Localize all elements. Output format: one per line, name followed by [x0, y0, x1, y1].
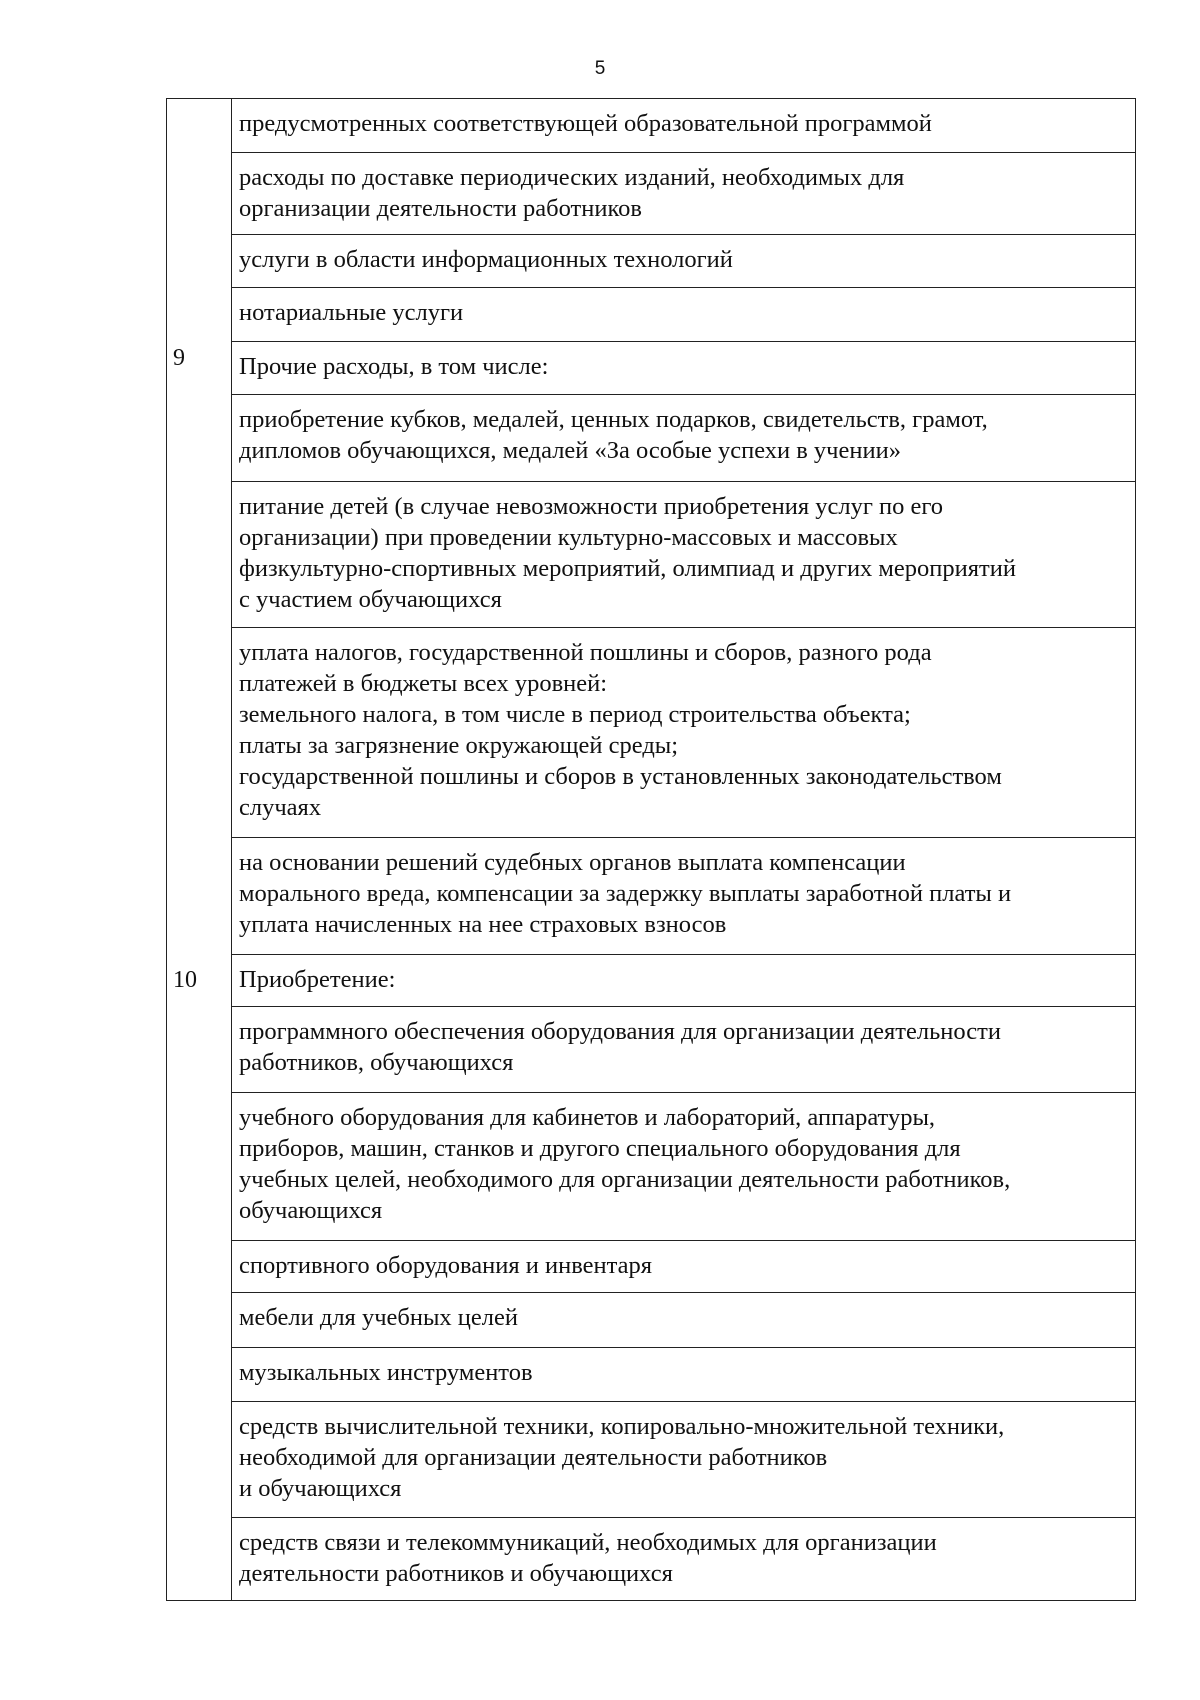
table-row: [232, 235, 1135, 288]
row-text-line: музыкальных инструментов: [239, 1359, 533, 1386]
row-text-line: средств вычислительной техники, копировально-множительной техники,: [239, 1413, 1005, 1440]
row-text-line: предусмотренных соответствующей образовательной программой: [239, 110, 932, 137]
row-text-line: государственной пошлины и сборов в установленных законодательством: [239, 763, 1002, 790]
row-text-line: средств связи и телекоммуникаций, необходимых для организации: [239, 1529, 937, 1556]
row-text-line: деятельности работников и обучающихся: [239, 1560, 673, 1587]
row-text-line: учебных целей, необходимого для организации деятельности работников,: [239, 1166, 1011, 1193]
row-text-line: питание детей (в случае невозможности приобретения услуг по его: [239, 493, 944, 520]
row-text-line: расходы по доставке периодических изданий, необходимых для: [239, 164, 905, 191]
table-row: [232, 153, 1135, 235]
table-row: [232, 1518, 1135, 1600]
expenses-table: [166, 98, 1136, 1601]
table-row: [232, 1348, 1135, 1402]
page-number: 5: [594, 58, 606, 79]
row-text-line: спортивного оборудования и инвентаря: [239, 1252, 653, 1279]
row-text-line: уплата начисленных на нее страховых взносов: [239, 911, 727, 938]
table-row: [232, 628, 1135, 838]
row-text-line: платежей в бюджеты всех уровней:: [239, 670, 608, 697]
row-text-line: учебного оборудования для кабинетов и лабораторий, аппаратуры,: [239, 1104, 936, 1131]
table-row: [232, 395, 1135, 482]
row-text-line: на основании решений судебных органов выплата компенсации: [239, 849, 906, 876]
row-text-line: морального вреда, компенсации за задержку выплаты заработной платы и: [239, 880, 1012, 907]
row-text-line: уплата налогов, государственной пошлины и сборов, разного рода: [239, 639, 932, 666]
row-text-line: Приобретение:: [239, 966, 396, 993]
section-number-10: 10: [173, 967, 197, 993]
table-row: [232, 1007, 1135, 1093]
row-text-line: и обучающихся: [239, 1475, 402, 1502]
row-text-line: обучающихся: [239, 1197, 383, 1224]
row-text-line: случаях: [239, 794, 322, 821]
content-column: [232, 99, 1135, 1600]
row-text-line: нотариальные услуги: [239, 299, 464, 326]
table-row: [232, 288, 1135, 342]
table-row: [232, 342, 1135, 395]
row-text-line: платы за загрязнение окружающей среды;: [239, 732, 679, 759]
table-row: [232, 1241, 1135, 1293]
table-row: [232, 1093, 1135, 1241]
row-text-line: работников, обучающихся: [239, 1049, 514, 1076]
row-text-line: дипломов обучающихся, медалей «За особые успехи в учении»: [239, 437, 901, 464]
row-text-line: мебели для учебных целей: [239, 1304, 518, 1331]
row-text-line: Прочие расходы, в том числе:: [239, 353, 549, 380]
table-row: [232, 99, 1135, 153]
row-text-line: организации) при проведении культурно-массовых и массовых: [239, 524, 898, 551]
table-row: [232, 838, 1135, 955]
table-row: [232, 482, 1135, 628]
table-row: [232, 1293, 1135, 1348]
table-row: [232, 1402, 1135, 1518]
table-row: [232, 955, 1135, 1007]
row-text-line: организации деятельности работников: [239, 195, 642, 222]
row-text-line: необходимой для организации деятельности работников: [239, 1444, 828, 1471]
row-text-line: приборов, машин, станков и другого специального оборудования для: [239, 1135, 961, 1162]
row-text-line: приобретение кубков, медалей, ценных подарков, свидетельств, грамот,: [239, 406, 988, 433]
row-text-line: земельного налога, в том числе в период строительства объекта;: [239, 701, 911, 728]
row-text-line: с участием обучающихся: [239, 586, 502, 613]
number-column: [167, 99, 232, 1600]
row-text-line: программного обеспечения оборудования для организации деятельности: [239, 1018, 1001, 1045]
row-text-line: услуги в области информационных технологий: [239, 246, 733, 273]
row-text-line: физкультурно-спортивных мероприятий, олимпиад и других мероприятий: [239, 555, 1016, 582]
section-number-9: 9: [173, 345, 185, 371]
